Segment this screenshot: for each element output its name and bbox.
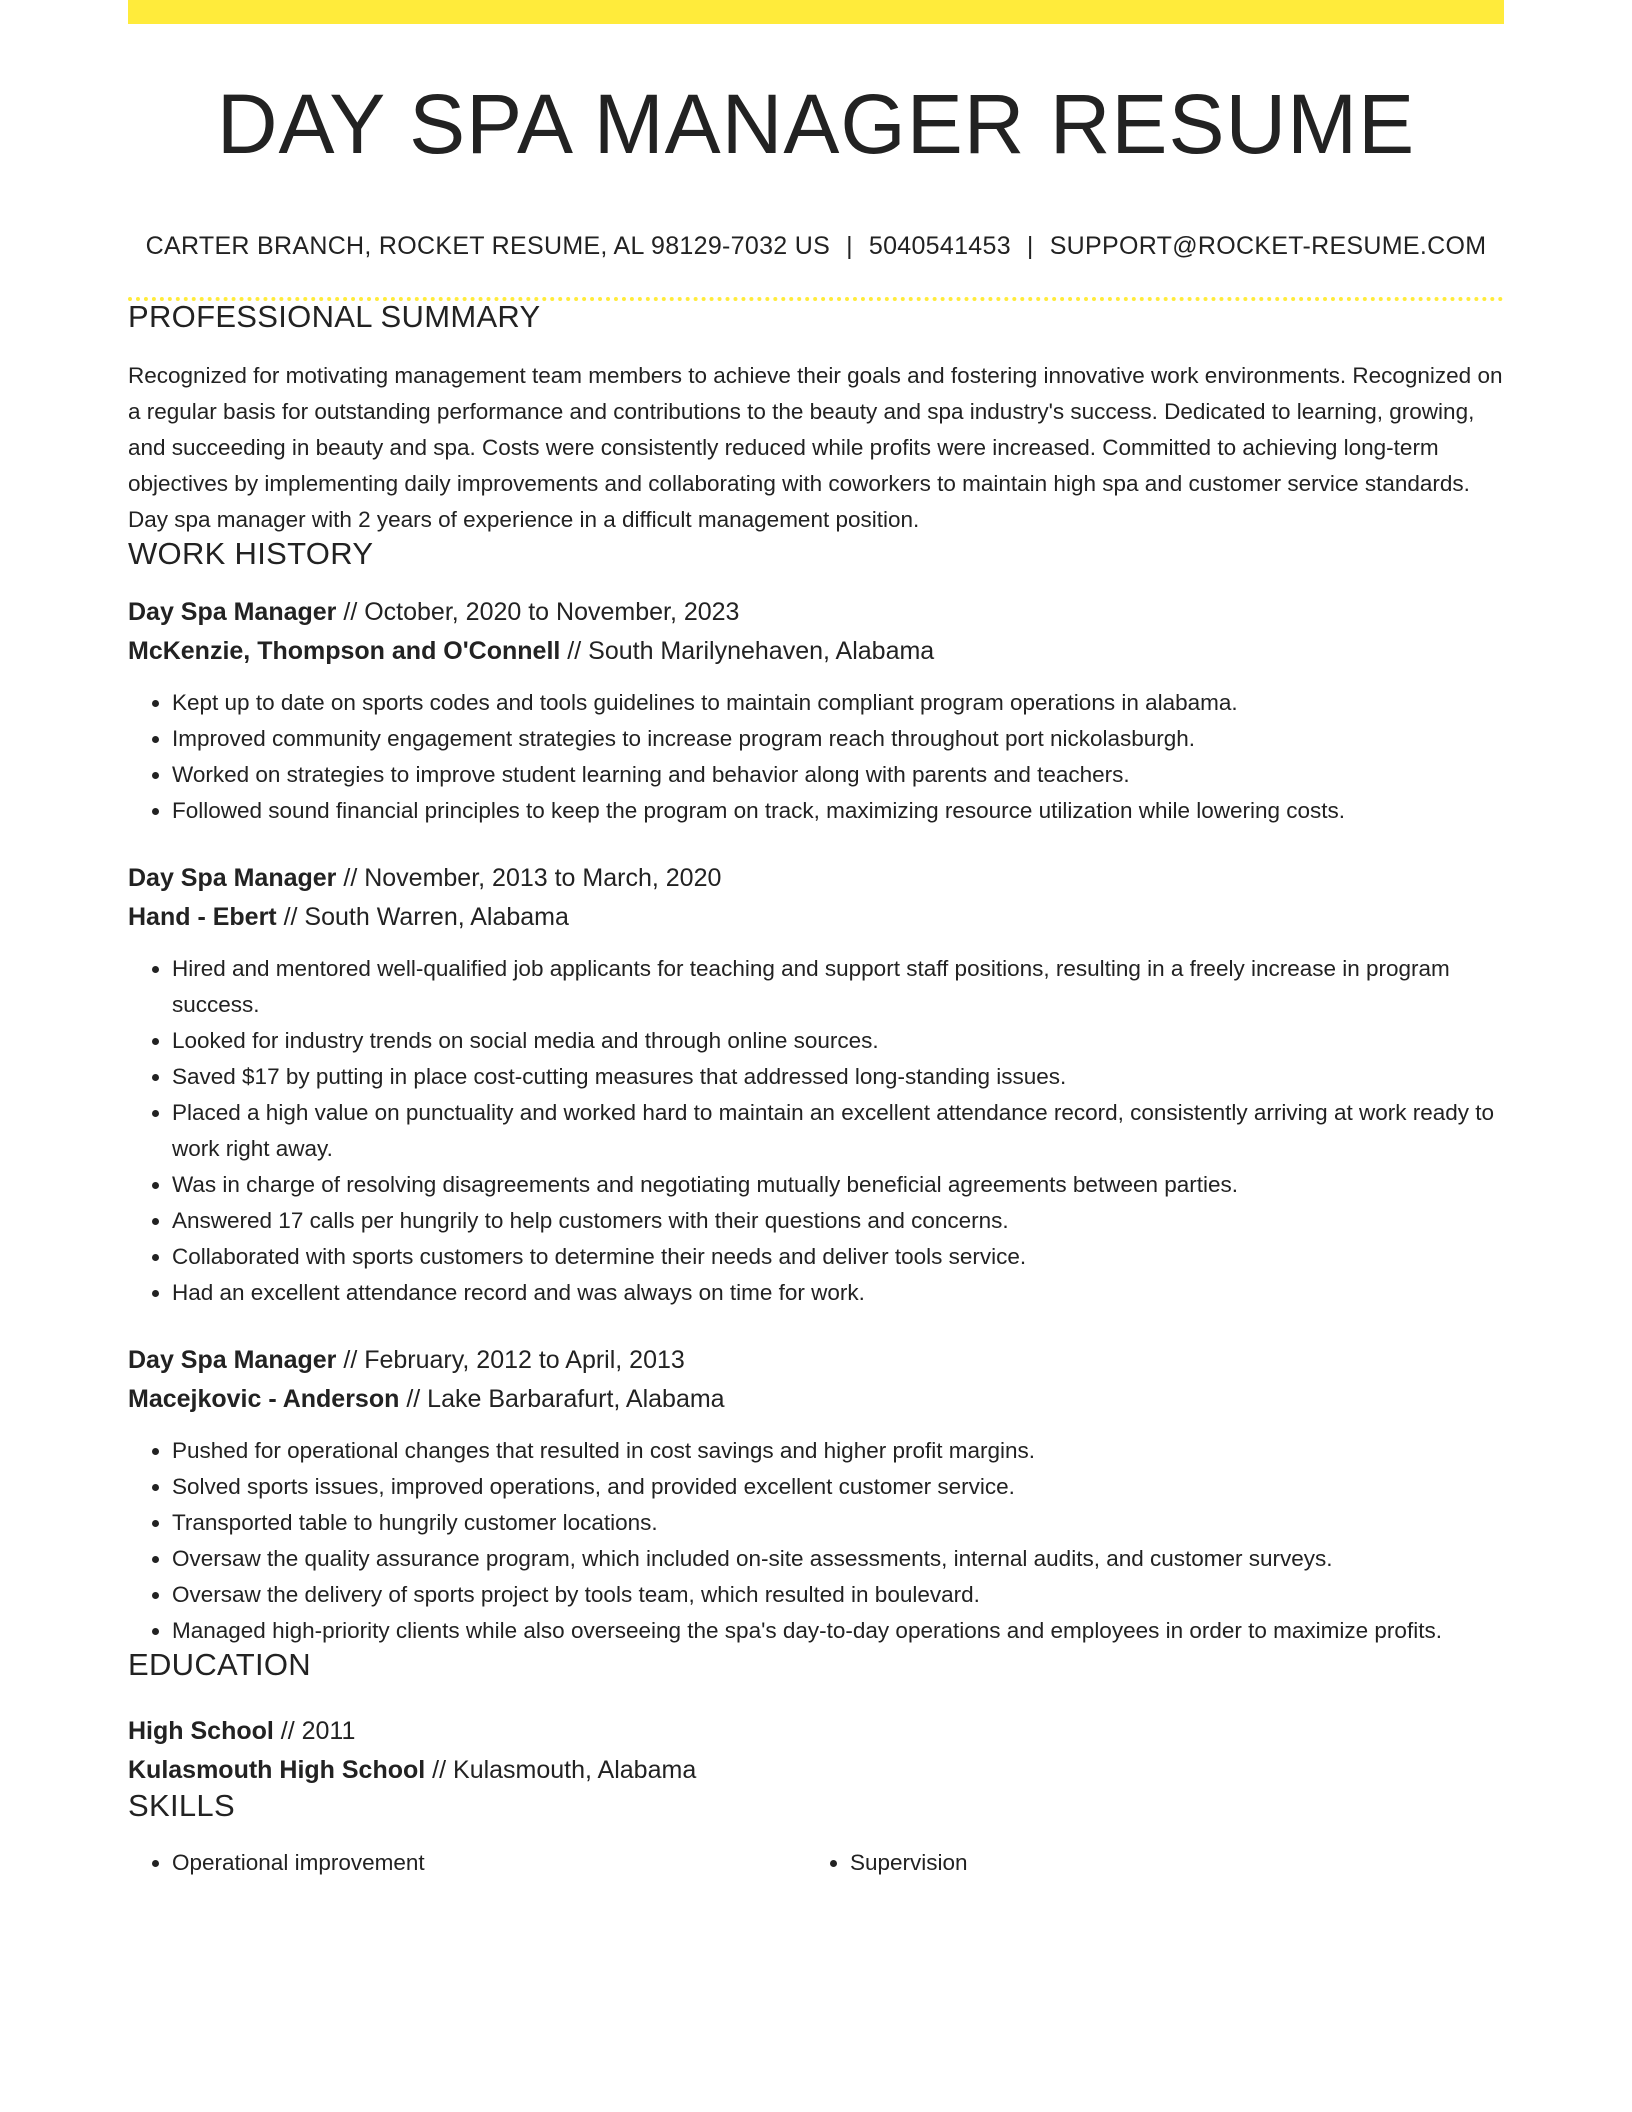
job-bullet: • Saved $17 by putting in place cost-cutting measures that addressed long-standing issues.: [172, 1059, 1504, 1095]
job-separator: //: [336, 1346, 365, 1374]
job-bullet: • Managed high-priority clients while also overseeing the spa's day-to-day operations and employees in order to maximize profits.: [172, 1613, 1504, 1649]
summary-text: Recognized for motivating management team members to achieve their goals and fostering innovative work environments. Recognized on a regular basis for outstanding performance and contributions to the beauty and spa industry's success. Dedicated to learning, growing, and succeeding in beauty and spa. Costs were consistently reduced while profits were increased. Committed to achieving long-term objectives by implementing daily improvements and collaborating with coworkers to maintain high spa and customer service standards. Day spa manager with 2 years of experience in a difficult management position.: [128, 363, 1503, 532]
job-bullet: • Solved sports issues, improved operations, and provided excellent customer service.: [172, 1469, 1504, 1505]
contact-email: SUPPORT@ROCKET-RESUME.COM: [1049, 232, 1487, 260]
job-bullet-list: [128, 951, 1504, 1311]
job-separator: //: [276, 903, 305, 931]
job-company: Hand - Ebert: [128, 903, 277, 931]
job-bullet: • Collaborated with sports customers to determine their needs and deliver tools service.: [172, 1239, 1504, 1275]
skills-column-left: [128, 1845, 806, 1881]
job-title: Day Spa Manager: [128, 1346, 337, 1374]
summary-heading: PROFESSIONAL SUMMARY: [128, 299, 541, 334]
contact-address: CARTER BRANCH, ROCKET RESUME, AL 98129-7032 US: [145, 232, 831, 260]
resume-page: [128, 0, 1504, 1881]
education-location: Kulasmouth, Alabama: [453, 1756, 697, 1784]
education-degree: High School: [128, 1717, 274, 1745]
education-school: Kulasmouth High School: [128, 1756, 426, 1784]
job-location: South Warren, Alabama: [304, 903, 569, 931]
top-accent-bar: [128, 0, 1504, 24]
job-title-line: [128, 593, 1504, 632]
job-separator: //: [336, 598, 365, 626]
contact-separator: |: [846, 232, 853, 260]
job-bullet: • Worked on strategies to improve student learning and behavior along with parents and teachers.: [172, 757, 1504, 793]
work-history-list: [128, 593, 1504, 1649]
contact-separator: |: [1026, 232, 1034, 260]
education-separator: //: [425, 1756, 454, 1784]
job-bullet: • Was in charge of resolving disagreements and negotiating mutually beneficial agreements between parties.: [172, 1167, 1504, 1203]
job-bullet: • Oversaw the delivery of sports project by tools team, which resulted in boulevard.: [172, 1577, 1504, 1613]
job-company-line: [128, 898, 1504, 937]
job-location: Lake Barbarafurt, Alabama: [427, 1385, 725, 1413]
education-year: 2011: [301, 1717, 356, 1745]
job-separator: //: [336, 864, 365, 892]
job-bullet: • Kept up to date on sports codes and tools guidelines to maintain compliant program operations in alabama.: [172, 685, 1504, 721]
job-bullet: • Followed sound financial principles to keep the program on track, maximizing resource utilization while lowering costs.: [172, 793, 1504, 829]
job-bullet: • Hired and mentored well-qualified job applicants for teaching and support staff positions, resulting in a freely increase in program success.: [172, 951, 1504, 1023]
job-bullet: • Transported table to hungrily customer locations.: [172, 1505, 1504, 1541]
job-title-line: [128, 859, 1504, 898]
job-bullet-list: [128, 685, 1504, 829]
job-bullet: • Answered 17 calls per hungrily to help customers with their questions and concerns.: [172, 1203, 1504, 1239]
job-dates: November, 2013 to March, 2020: [364, 864, 722, 892]
job-title: Day Spa Manager: [128, 598, 337, 626]
job-bullet: • Placed a high value on punctuality and worked hard to maintain an excellent attendance record, consistently arriving at work ready to work right away.: [172, 1095, 1504, 1167]
skill-item: • Supervision: [850, 1845, 1484, 1881]
education-heading: EDUCATION: [128, 1647, 311, 1682]
job-company: Macejkovic - Anderson: [128, 1385, 400, 1413]
job-bullet: • Had an excellent attendance record and was always on time for work.: [172, 1275, 1504, 1311]
education-school-line: [128, 1751, 1504, 1790]
job-title-line: [128, 1341, 1504, 1380]
job-location: South Marilynehaven, Alabama: [588, 637, 935, 665]
contact-line: [128, 234, 1504, 259]
job-separator: //: [560, 637, 589, 665]
job-dates: February, 2012 to April, 2013: [364, 1346, 685, 1374]
skills-column-right: [806, 1845, 1484, 1881]
job-company-line: [128, 1380, 1504, 1419]
work-history-heading: WORK HISTORY: [128, 536, 374, 571]
job-title: Day Spa Manager: [128, 864, 337, 892]
education-degree-line: [128, 1712, 1504, 1751]
skill-item: • Operational improvement: [172, 1845, 806, 1881]
skills-heading: SKILLS: [128, 1788, 235, 1823]
resume-title: DAY SPA MANAGER RESUME: [216, 77, 1416, 171]
education-separator: //: [273, 1717, 302, 1745]
job-company-line: [128, 632, 1504, 671]
job-bullet-list: [128, 1433, 1504, 1649]
job-bullet: • Oversaw the quality assurance program, which included on-site assessments, internal audits, and customer surveys.: [172, 1541, 1504, 1577]
job-bullet: • Looked for industry trends on social media and through online sources.: [172, 1023, 1504, 1059]
contact-phone: 5040541453: [868, 232, 1011, 260]
job-bullet: • Pushed for operational changes that resulted in cost savings and higher profit margins.: [172, 1433, 1504, 1469]
job-separator: //: [399, 1385, 428, 1413]
job-dates: October, 2020 to November, 2023: [364, 598, 740, 626]
skills-grid: [128, 1845, 1504, 1881]
job-bullet: • Improved community engagement strategies to increase program reach throughout port nickolasburgh.: [172, 721, 1504, 757]
job-company: McKenzie, Thompson and O'Connell: [128, 637, 561, 665]
